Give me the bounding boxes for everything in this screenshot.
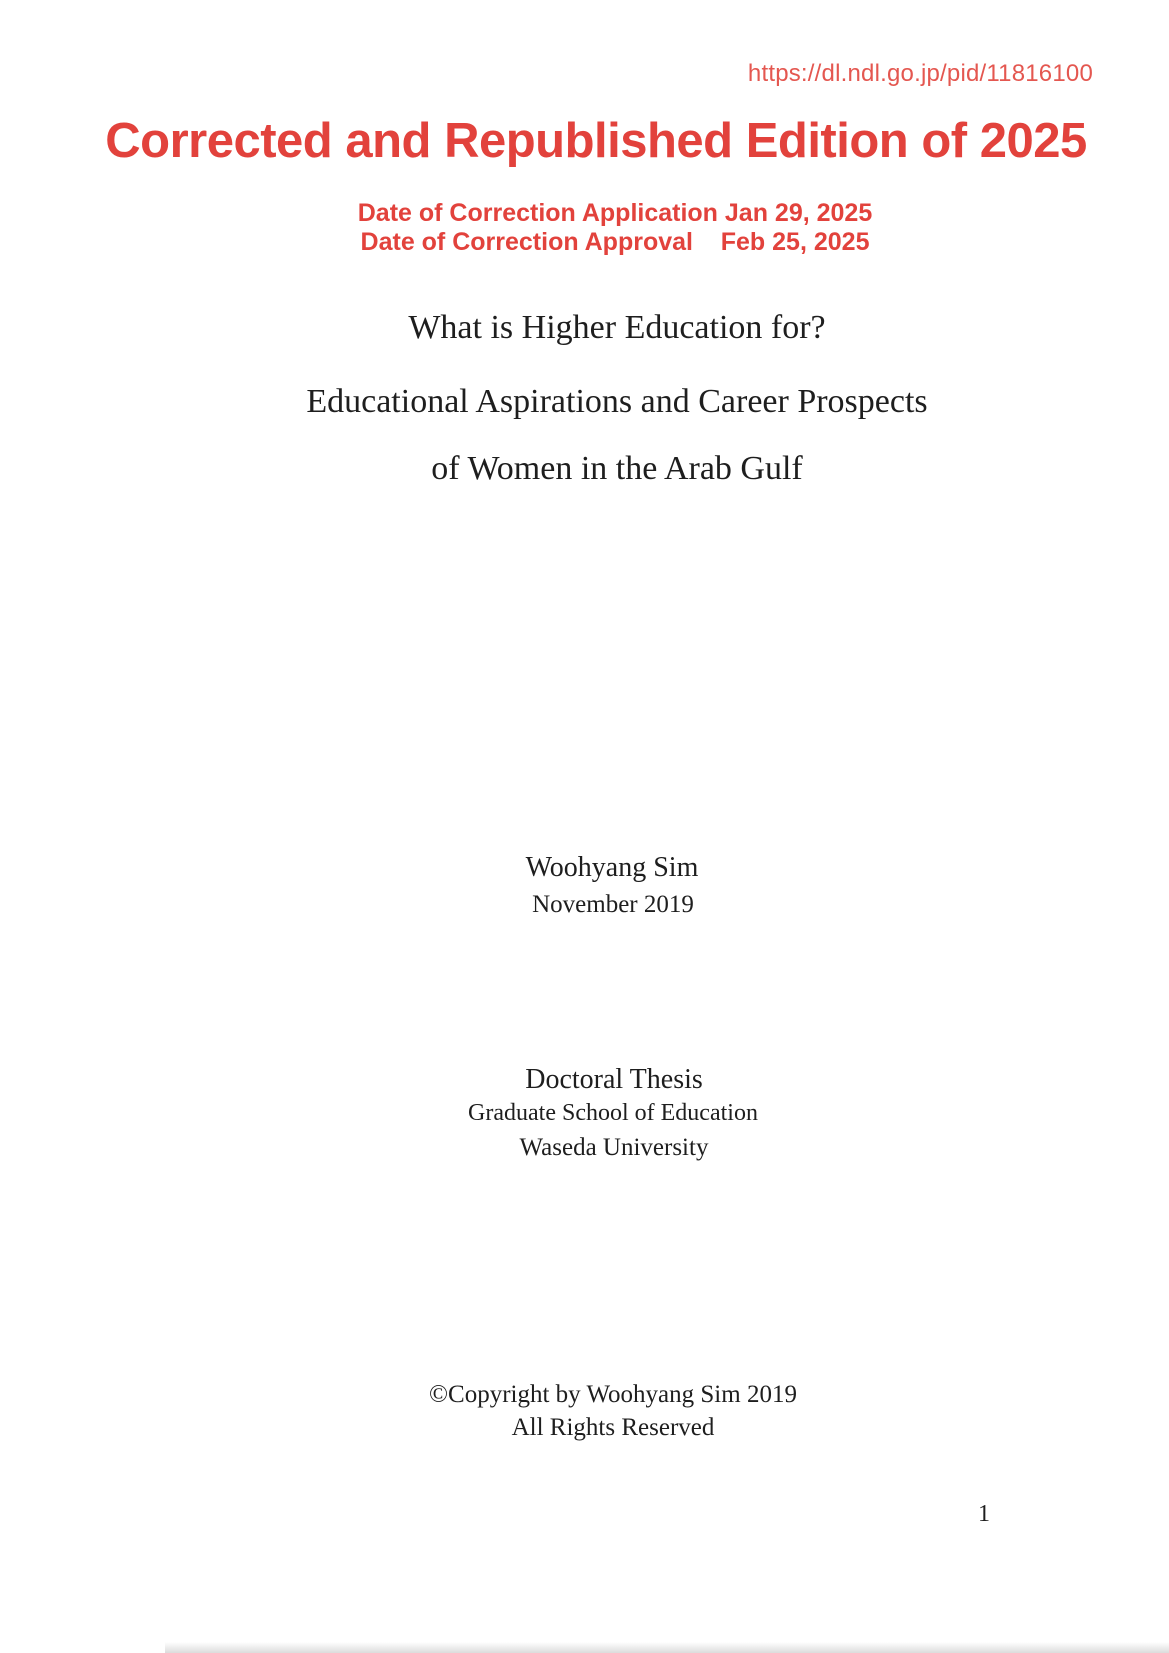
correction-dates (61, 199, 1169, 257)
correction-banner-title: Corrected and Republished Edition of 2025 (105, 114, 1087, 168)
university-name: Waseda University (519, 1134, 709, 1161)
page-number: 1 (978, 1501, 990, 1527)
author-name: Woohyang Sim (525, 852, 699, 883)
source-url: https://dl.ndl.go.jp/pid/11816100 (747, 60, 1093, 87)
thesis-title-line-1: What is Higher Education for? (408, 309, 826, 346)
scan-artifact-edge (165, 1642, 1169, 1653)
thesis-title-line-3: of Women in the Arab Gulf (431, 450, 803, 487)
copyright-notice: ©Copyright by Woohyang Sim 2019 (429, 1381, 797, 1408)
thesis-title-line-2: Educational Aspirations and Career Prospects (306, 383, 928, 420)
correction-application-date: Date of Correction Application Jan 29, 2025 (357, 199, 873, 227)
submission-date: November 2019 (532, 891, 694, 918)
degree-type: Doctoral Thesis (525, 1064, 703, 1095)
correction-approval-date: Date of Correction Approval Feb 25, 2025 (360, 228, 870, 256)
graduate-school: Graduate School of Education (468, 1100, 758, 1126)
rights-reserved: All Rights Reserved (511, 1414, 715, 1441)
